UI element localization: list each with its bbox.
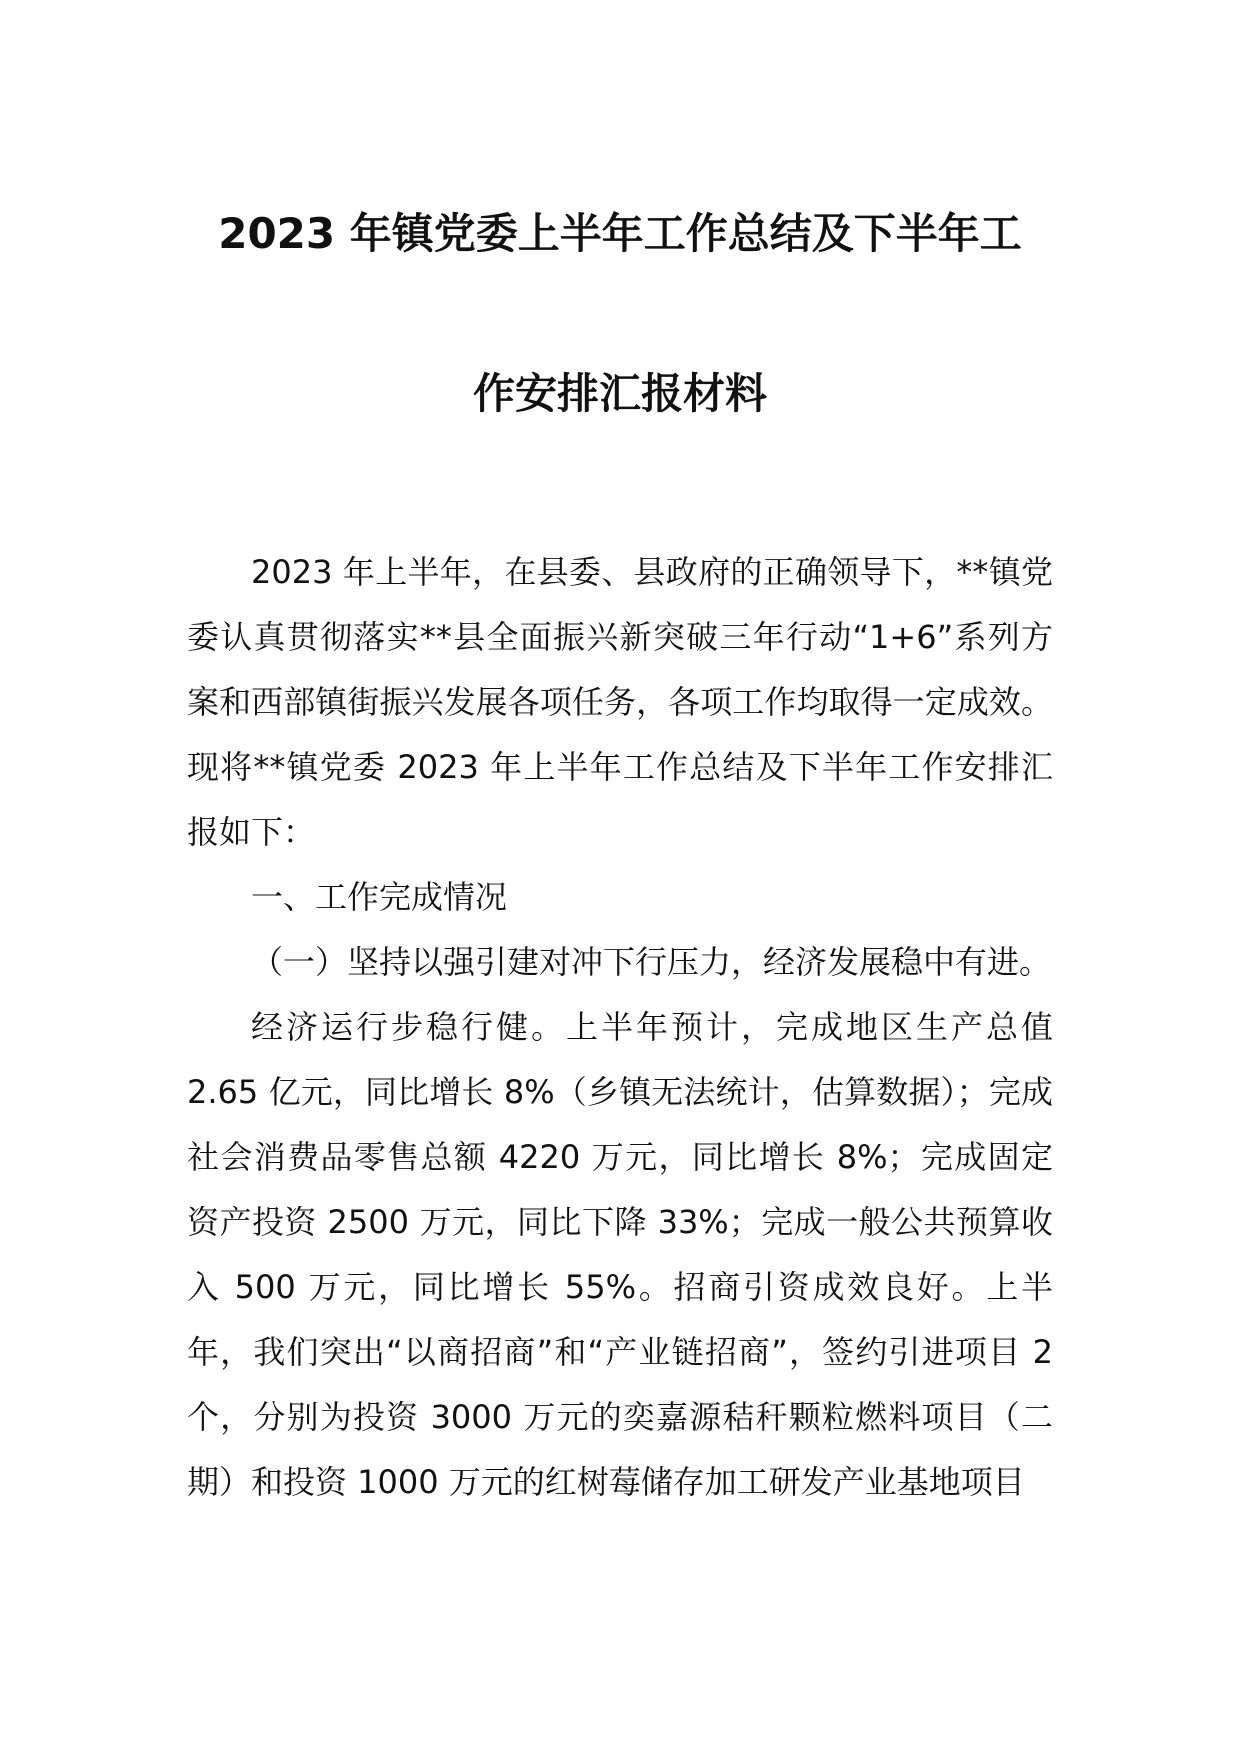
paragraph-intro: 2023 年上半年，在县委、县政府的正确领导下，**镇党委认真贯彻落实**县全面振兴新突破三年行动“1+6”系列方案和西部镇街振兴发展各项任务，各项工作均取得一定成效。现将**镇党委 2023 年上半年工作总结及下半年工作安排汇报如下： [187,553,1053,851]
subsection-heading: （一）坚持以强引建对冲下行压力，经济发展稳中有进。 [251,943,1052,981]
document-title-line-1: 2023 年镇党委上半年工作总结及下半年工 [218,209,1022,258]
paragraph-economy: 经济运行步稳行健。上半年预计，完成地区生产总值 2.65 亿元，同比增长 8%（乡镇无法统计，估算数据）；完成社会消费品零售总额 4220 万元，同比增长 8%；完成固定资产投资 2500 万元，同比下降 33%；完成一般公共预算收入 500 万元，同比增长 55%。招商引资成效良好。上半年，我们突出“以商招商”和“产业链招商”，签约引进项目 2 个，分别为投资 3000 万元的奕嘉源秸秆颗粒燃料项目（二期）和投资 1000 万元的红树莓储存加工研发产业基地项目 [187,1008,1053,1501]
document-title-line-2: 作安排汇报材料 [472,369,767,418]
section-heading: 一、工作完成情况 [251,878,508,916]
document-body [187,540,1053,1515]
